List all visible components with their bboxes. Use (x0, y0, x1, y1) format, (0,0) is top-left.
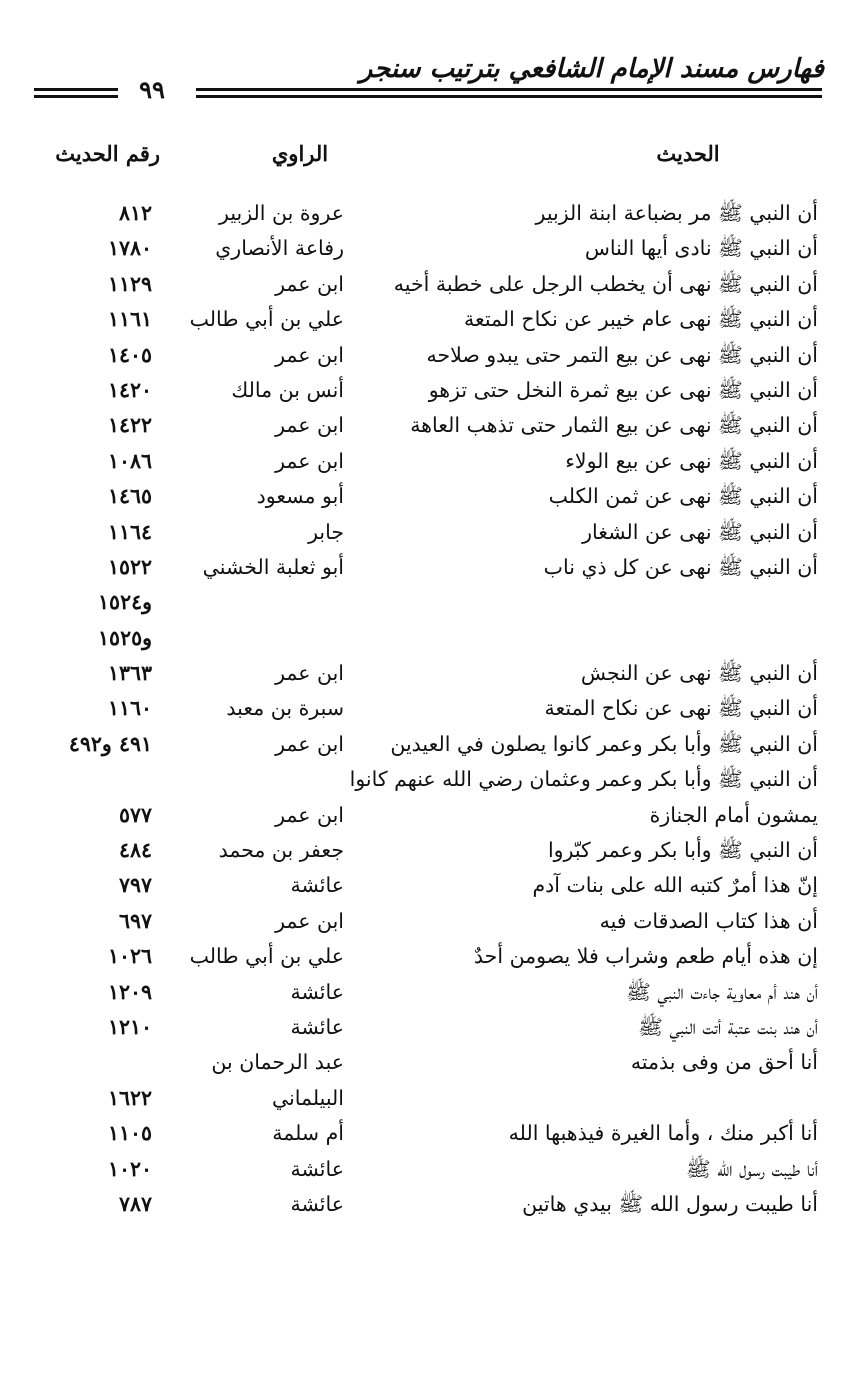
table-row (0, 762, 856, 797)
table-row (0, 408, 856, 443)
number-cell: ٨١٢ (118, 201, 152, 225)
hadith-cell: أن النبي ﷺ نهى عن بيع الثمار حتى تذهب العاهة (410, 413, 818, 438)
table-row (0, 302, 856, 337)
number-cell: ١٤٢٠ (107, 377, 152, 402)
number-cell: ١١٦٤ (107, 519, 152, 544)
rawi-cell: عروة بن الزبير (219, 201, 344, 225)
hadith-cell: أنا أحق من وفى بذمته (630, 1050, 818, 1075)
table-row (0, 904, 856, 939)
number-cell: ١٢٠٩ (107, 979, 152, 1004)
number-cell: ٧٨٧ (118, 1191, 152, 1216)
table-row (0, 267, 856, 302)
hadith-cell: أن النبي ﷺ وأبا بكر وعمر كانوا يصلون في العيدين (390, 731, 818, 756)
hadith-cell: أن النبي ﷺ مر بضباعة ابنة الزبير (535, 201, 818, 225)
hadith-cell: أن النبي ﷺ نهى عن النجش (580, 661, 818, 686)
header-rule (196, 88, 822, 91)
hadith-cell: أنا طيبت رسول الله ﷺ (685, 1156, 818, 1181)
number-cell: ١٠٢٠ (107, 1156, 152, 1181)
number-cell: ٦٩٧ (118, 908, 152, 933)
number-cell: ١٠٢٦ (107, 944, 152, 969)
table-row (0, 231, 856, 266)
hadith-cell: أن هذا كتاب الصدقات فيه (599, 908, 818, 933)
hadith-cell: أن النبي ﷺ نهى عن نكاح المتعة (544, 696, 818, 721)
number-cell: ١٣٦٣ (107, 661, 152, 686)
hadith-cell: أن النبي ﷺ نهى أن يخطب الرجل على خطبة أخيه (393, 271, 818, 296)
header-rule (196, 95, 822, 98)
number-cell: ١٤٠٥ (107, 342, 152, 367)
rawi-cell: أبو مسعود (256, 484, 344, 509)
rawi-cell: البيلماني (272, 1085, 344, 1110)
hadith-cell: أن النبي ﷺ نادى أيها الناس (584, 236, 818, 261)
hadith-cell: يمشون أمام الجنازة (649, 802, 818, 827)
hadith-cell: أن النبي ﷺ وأبا بكر وعمر وعثمان رضي الله عنهم كانوا (349, 767, 818, 792)
table-row (0, 691, 856, 726)
number-cell: ٥٧٧ (118, 802, 152, 827)
table-row (0, 1116, 856, 1151)
rawi-cell: ابن عمر (275, 661, 344, 686)
column-heading-hadith: الحديث (656, 141, 720, 166)
hadith-cell: أن هند بنت عتبة أتت النبي ﷺ (638, 1014, 818, 1039)
rawi-cell: أبو ثعلبة الخشني (202, 554, 344, 579)
index-table (0, 196, 856, 1222)
table-row (0, 479, 856, 514)
table-row (0, 338, 856, 373)
rawi-cell: ابن عمر (275, 342, 344, 367)
hadith-cell: أن هند أم معاوية جاءت النبي ﷺ (626, 979, 818, 1004)
table-row (0, 1081, 856, 1116)
hadith-cell: أن النبي ﷺ نهى عن بيع الولاء (565, 448, 818, 473)
rawi-cell: ابن عمر (275, 271, 344, 296)
table-row (0, 550, 856, 585)
rawi-cell: عائشة (290, 873, 344, 898)
hadith-cell: أن النبي ﷺ نهى عام خيبر عن نكاح المتعة (463, 307, 818, 332)
rawi-cell: عائشة (290, 1191, 344, 1216)
number-cell: و١٥٢٤ (98, 590, 152, 615)
number-cell: ١٥٢٢ (107, 554, 152, 579)
page-number: ٩٩ (139, 75, 165, 104)
table-row (0, 1010, 856, 1045)
hadith-cell: أن النبي ﷺ نهى عن ثمن الكلب (548, 484, 818, 509)
rawi-cell: ابن عمر (275, 448, 344, 473)
table-row (0, 868, 856, 903)
table-row (0, 727, 856, 762)
hadith-cell: إنّ هذا أمرٌ كتبه الله على بنات آدم (532, 873, 818, 898)
table-row (0, 798, 856, 833)
rawi-cell: عبد الرحمان بن (211, 1050, 344, 1075)
rawi-cell: جعفر بن محمد (218, 838, 344, 863)
rawi-cell: علي بن أبي طالب (189, 944, 344, 969)
number-cell: ١٤٦٥ (107, 484, 152, 509)
header-rule (34, 95, 118, 98)
number-cell: ١١٦١ (107, 307, 152, 332)
table-row (0, 373, 856, 408)
number-cell: ١١٠٥ (107, 1121, 152, 1146)
number-cell: ٧٩٧ (118, 873, 152, 898)
column-heading-rawi: الراوي (271, 141, 329, 166)
hadith-cell: أنا أكبر منك ، وأما الغيرة فيذهبها الله (508, 1121, 818, 1146)
rawi-cell: عائشة (290, 1014, 344, 1039)
number-cell: ١٧٨٠ (107, 236, 152, 261)
header-rule (34, 88, 118, 91)
number-cell: ٤٨٤ (118, 838, 152, 863)
number-cell: ١٢١٠ (107, 1014, 152, 1039)
table-row (0, 939, 856, 974)
rawi-cell: عائشة (290, 1156, 344, 1181)
hadith-cell: أنا طيبت رسول الله ﷺ بيدي هاتين (522, 1191, 818, 1216)
table-row (0, 585, 856, 620)
running-header-title: فهارس مسند الإمام الشافعي بترتيب سنجر (359, 54, 824, 84)
number-cell: ٤٩١ و٤٩٢ (68, 731, 152, 756)
number-cell: ١٠٨٦ (107, 448, 152, 473)
hadith-cell: أن النبي ﷺ نهى عن بيع التمر حتى يبدو صلاحه (426, 342, 818, 367)
number-cell: ١١٦٠ (107, 696, 152, 721)
rawi-cell: ابن عمر (275, 802, 344, 827)
table-row (0, 621, 856, 656)
hadith-cell: أن النبي ﷺ نهى عن كل ذي ناب (543, 554, 818, 579)
number-cell: ١١٢٩ (107, 271, 152, 296)
column-heading-number: رقم الحديث (55, 141, 160, 166)
rawi-cell: سبرة بن معبد (226, 696, 344, 721)
rawi-cell: ابن عمر (275, 413, 344, 438)
rawi-cell: رفاعة الأنصاري (215, 236, 344, 261)
rawi-cell: أنس بن مالك (231, 377, 344, 402)
hadith-cell: أن النبي ﷺ وأبا بكر وعمر كبّروا (547, 838, 818, 863)
table-row (0, 1152, 856, 1187)
table-row (0, 444, 856, 479)
number-cell: و١٥٢٥ (98, 625, 152, 650)
table-row (0, 656, 856, 691)
rawi-cell: أم سلمة (272, 1121, 344, 1146)
rawi-cell: ابن عمر (275, 908, 344, 933)
rawi-cell: علي بن أبي طالب (189, 307, 344, 332)
table-row (0, 833, 856, 868)
hadith-cell: أن النبي ﷺ نهى عن بيع ثمرة النخل حتى تزهو (428, 377, 818, 402)
table-row (0, 515, 856, 550)
rawi-cell: ابن عمر (275, 731, 344, 756)
table-row (0, 1187, 856, 1222)
table-row (0, 196, 856, 231)
hadith-cell: إن هذه أيام طعم وشراب فلا يصومن أحدٌ (473, 944, 818, 969)
rawi-cell: عائشة (290, 979, 344, 1004)
table-row (0, 1045, 856, 1080)
table-row (0, 975, 856, 1010)
number-cell: ١٦٢٢ (107, 1085, 152, 1110)
hadith-cell: أن النبي ﷺ نهى عن الشغار (582, 519, 818, 544)
number-cell: ١٤٢٢ (107, 413, 152, 438)
rawi-cell: جابر (308, 519, 344, 544)
